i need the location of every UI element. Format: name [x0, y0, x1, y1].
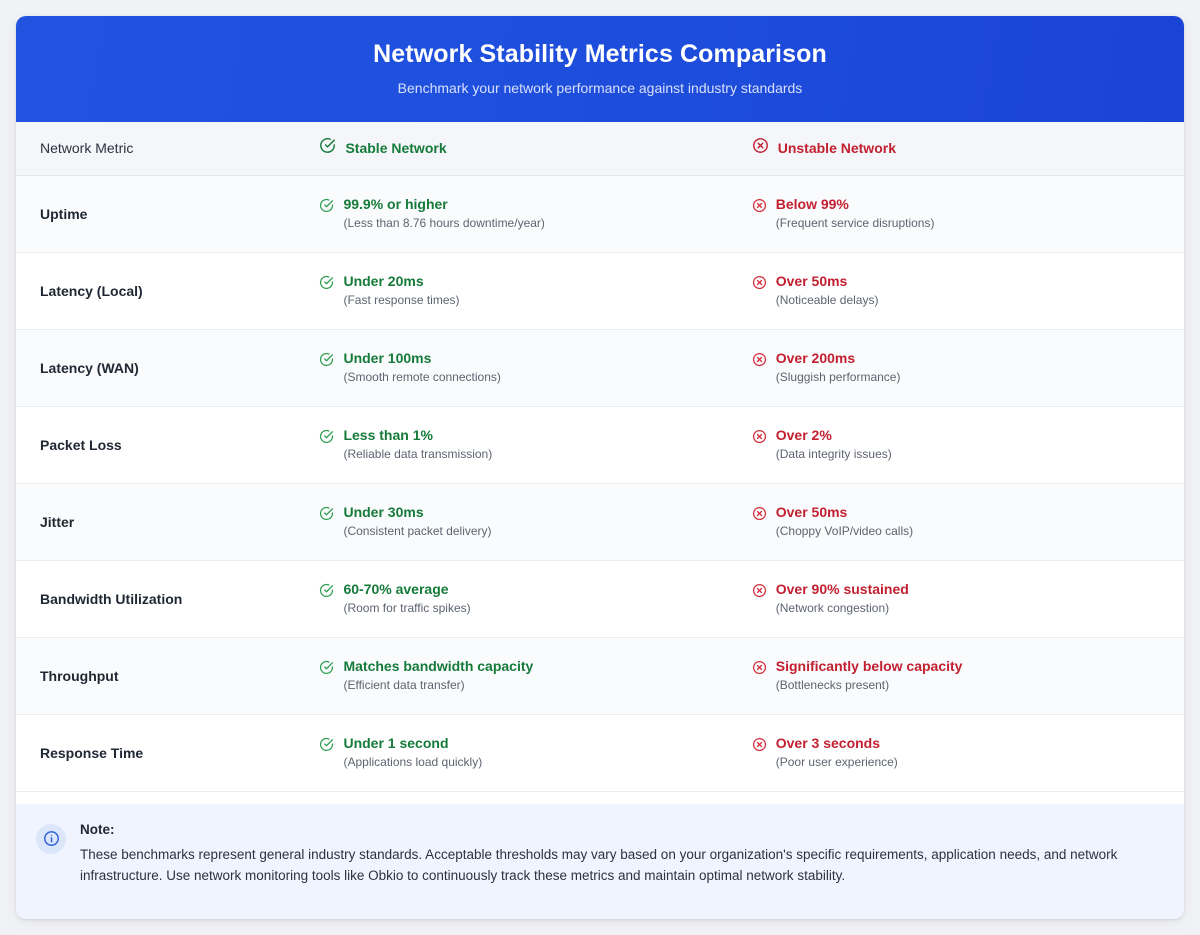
- x-circle-icon: [752, 660, 767, 680]
- row-stable-title: 60-70% average: [343, 580, 449, 597]
- table-row: [16, 638, 1184, 715]
- row-stable-cell: [319, 197, 751, 231]
- row-unstable-cell: [752, 197, 1184, 231]
- row-unstable-sub: (Choppy VoIP/video calls): [775, 524, 914, 539]
- row-unstable-title: Over 90% sustained: [775, 580, 909, 597]
- column-header-unstable: [752, 137, 1184, 159]
- row-stable-sub: (Consistent packet delivery): [343, 524, 492, 539]
- row-unstable-cell: [752, 428, 1184, 462]
- row-stable-cell: [319, 428, 751, 462]
- row-unstable-sub: (Sluggish performance): [775, 370, 901, 385]
- row-unstable-title: Over 200ms: [775, 349, 856, 366]
- row-metric-name: Throughput: [40, 667, 119, 684]
- column-header-stable: [319, 137, 751, 159]
- row-metric-name: Response Time: [40, 744, 144, 761]
- row-unstable-cell: [752, 505, 1184, 539]
- check-circle-icon: [319, 429, 334, 449]
- row-unstable-sub: (Network congestion): [775, 601, 890, 616]
- row-stable-sub: (Room for traffic spikes): [343, 601, 471, 616]
- table-row: [16, 253, 1184, 330]
- table-row: [16, 407, 1184, 484]
- table-row: [16, 715, 1184, 792]
- row-metric-name: Latency (WAN): [40, 359, 139, 376]
- row-stable-title: Under 100ms: [343, 349, 432, 366]
- row-unstable-sub: (Data integrity issues): [775, 447, 892, 462]
- check-circle-icon: [319, 275, 334, 295]
- check-circle-icon: [319, 583, 334, 603]
- x-circle-icon: [752, 429, 767, 449]
- page-title: Network Stability Metrics Comparison: [373, 40, 827, 68]
- row-stable-cell: [319, 736, 751, 770]
- row-unstable-title: Significantly below capacity: [775, 657, 963, 674]
- row-stable-sub: (Fast response times): [343, 293, 460, 308]
- row-stable-sub: (Less than 8.76 hours downtime/year): [343, 216, 545, 231]
- note-text: These benchmarks represent general industry standards. Acceptable thresholds may vary based on your organization's specific requirements, application needs, and network infrastructure. Use network monitoring tools like Obkio to continuously track these metrics and maintain optimal network stability.: [80, 846, 1118, 883]
- check-circle-icon: [319, 352, 334, 372]
- check-circle-icon: [319, 506, 334, 526]
- table-row: [16, 330, 1184, 407]
- comparison-card: [16, 16, 1184, 919]
- row-stable-cell: [319, 274, 751, 308]
- row-stable-title: 99.9% or higher: [343, 195, 448, 212]
- note-body: [80, 822, 1162, 887]
- row-stable-sub: (Efficient data transfer): [343, 678, 465, 693]
- row-metric-name: Latency (Local): [40, 282, 143, 299]
- row-unstable-cell: [752, 274, 1184, 308]
- metrics-table: [16, 122, 1184, 804]
- row-stable-sub: (Smooth remote connections): [343, 370, 501, 385]
- row-unstable-title: Over 50ms: [775, 503, 848, 520]
- row-unstable-title: Over 50ms: [775, 272, 848, 289]
- info-icon: [36, 824, 66, 854]
- page-subtitle: Benchmark your network performance against industry standards: [397, 79, 803, 96]
- table-row: [16, 561, 1184, 638]
- table-header-row: [16, 122, 1184, 176]
- x-circle-icon: [752, 275, 767, 295]
- column-header-metric: Network Metric: [40, 140, 134, 157]
- row-stable-title: Under 1 second: [343, 734, 449, 751]
- row-unstable-cell: [752, 659, 1184, 693]
- row-unstable-sub: (Bottlenecks present): [775, 678, 890, 693]
- row-stable-cell: [319, 505, 751, 539]
- row-stable-sub: (Applications load quickly): [343, 755, 483, 770]
- note-section: [16, 804, 1184, 919]
- row-stable-cell: [319, 351, 751, 385]
- x-circle-icon: [752, 583, 767, 603]
- row-unstable-cell: [752, 736, 1184, 770]
- row-unstable-title: Over 2%: [775, 426, 832, 443]
- row-unstable-title: Below 99%: [775, 195, 849, 212]
- row-unstable-cell: [752, 582, 1184, 616]
- column-header-unstable-label: Unstable Network: [777, 140, 896, 157]
- row-metric-name: Uptime: [40, 205, 88, 222]
- row-unstable-sub: (Frequent service disruptions): [775, 216, 935, 231]
- check-circle-icon: [319, 198, 334, 218]
- row-stable-title: Under 30ms: [343, 503, 424, 520]
- row-stable-cell: [319, 582, 751, 616]
- row-stable-title: Less than 1%: [343, 426, 433, 443]
- column-header-stable-label: Stable Network: [345, 140, 447, 157]
- x-circle-icon: [752, 352, 767, 372]
- x-circle-icon: [752, 506, 767, 526]
- x-circle-icon: [752, 198, 767, 218]
- row-unstable-title: Over 3 seconds: [775, 734, 881, 751]
- check-circle-icon: [319, 660, 334, 680]
- row-metric-name: Packet Loss: [40, 436, 122, 453]
- row-stable-sub: (Reliable data transmission): [343, 447, 493, 462]
- note-title: Note:: [80, 821, 115, 837]
- check-circle-icon: [319, 137, 336, 159]
- row-unstable-cell: [752, 351, 1184, 385]
- row-metric-name: Jitter: [40, 513, 75, 530]
- table-row: [16, 484, 1184, 561]
- row-stable-title: Under 20ms: [343, 272, 424, 289]
- x-circle-icon: [752, 137, 769, 159]
- row-unstable-sub: (Noticeable delays): [775, 293, 879, 308]
- row-unstable-sub: (Poor user experience): [775, 755, 898, 770]
- row-stable-cell: [319, 659, 751, 693]
- table-row: [16, 176, 1184, 253]
- check-circle-icon: [319, 737, 334, 757]
- row-metric-name: Bandwidth Utilization: [40, 590, 183, 607]
- x-circle-icon: [752, 737, 767, 757]
- row-stable-title: Matches bandwidth capacity: [343, 657, 534, 674]
- card-header: [16, 16, 1184, 122]
